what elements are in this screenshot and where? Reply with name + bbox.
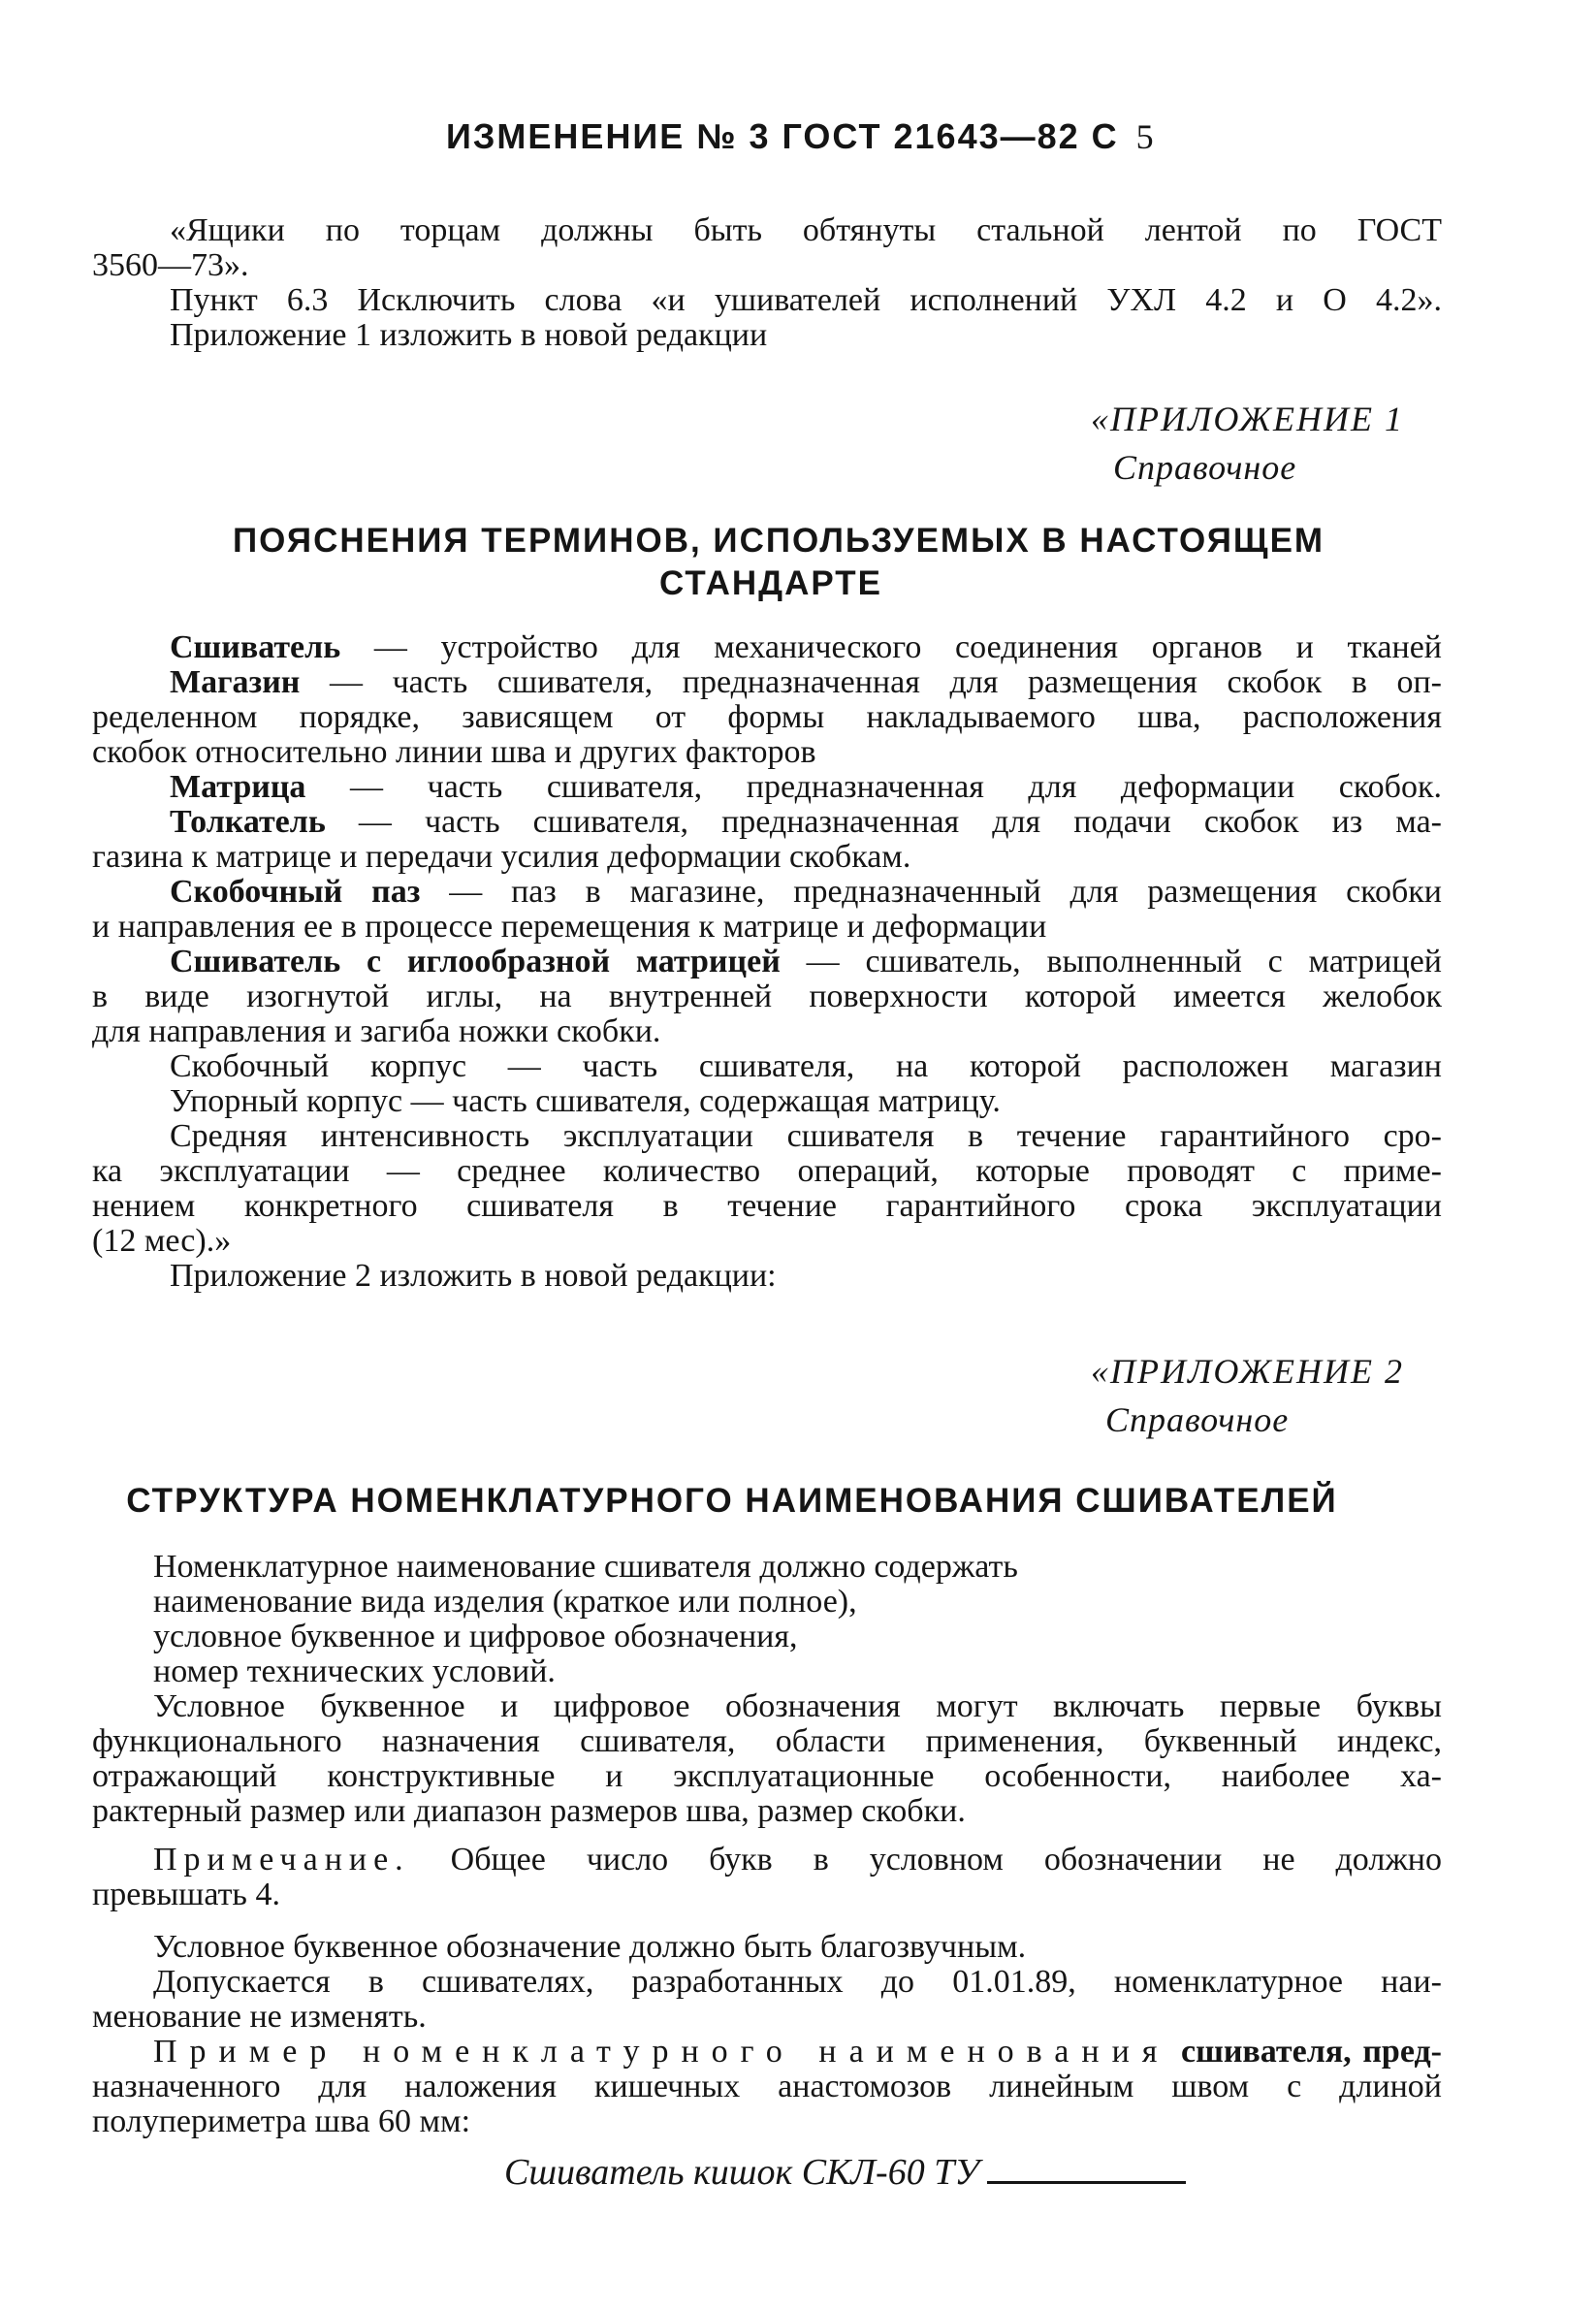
term-name: Скобочный паз	[170, 874, 421, 910]
term-definition: — паз в магазине, предназначенный для размещения скобки	[420, 874, 1442, 910]
intro-line-4: Приложение 1 изложить в новой редакции	[170, 317, 768, 353]
appendix-2-intro: Приложение 2 изложить в новой редакции:	[170, 1258, 777, 1294]
structure-line-1: Номенклатурное наименование сшивателя должно содержать	[153, 1549, 1018, 1585]
structure-paragraph-line-2: функционального назначения сшивателя, области применения, буквенный индекс,	[92, 1723, 1442, 1759]
example-designation-text: Сшиватель кишок СКЛ-60 ТУ	[504, 2152, 979, 2193]
term-matrix	[170, 770, 1442, 805]
term-definition: — часть сшивателя, предназначенная для подачи скобок из ма-	[325, 804, 1442, 840]
term-intensity-line-2: ка эксплуатации — среднее количество операций, которые проводят с приме-	[92, 1153, 1442, 1189]
intro-line-3: Пункт 6.3 Исключить слова «и ушивателей исполнений УХЛ 4.2 и О 4.2».	[170, 282, 1442, 318]
structure-line-4: номер технических условий.	[153, 1653, 556, 1689]
euphony-paragraph: Условное буквенное обозначение должно быть благозвучным.	[153, 1929, 1027, 1965]
example-text: сшивателя, пред-	[1169, 2034, 1442, 2070]
page-header	[446, 116, 1156, 157]
section-1-title-line-1: ПОЯСНЕНИЯ ТЕРМИНОВ, ИСПОЛЬЗУЕМЫХ В НАСТОЯЩЕМ	[233, 522, 1325, 560]
permission-line-2: менование не изменять.	[92, 1999, 427, 2035]
term-staple-groove	[170, 875, 1442, 910]
term-staple-body: Скобочный корпус — часть сшивателя, на которой расположен магазин	[170, 1048, 1442, 1084]
term-stapler	[170, 630, 1442, 665]
term-magazine-line-2: ределенном порядке, зависящем от формы накладываемого шва, расположения	[92, 699, 1442, 735]
structure-paragraph-line-1: Условное буквенное и цифровое обозначения могут включать первые буквы	[153, 1688, 1442, 1724]
term-definition: — часть сшивателя, предназначенная для размещения скобок в оп-	[300, 664, 1442, 700]
term-name: Толкатель	[170, 804, 326, 840]
example-intro-line-2: назначенного для наложения кишечных анастомозов линейным швом с длиной	[92, 2069, 1442, 2104]
term-needle-stapler-line-3: для направления и загиба ножки скобки.	[92, 1013, 661, 1049]
intro-line-2: 3560—73».	[92, 247, 249, 283]
term-intensity-line-1: Средняя интенсивность эксплуатации сшивателя в течение гарантийного сро-	[170, 1118, 1442, 1154]
term-intensity-line-3: нением конкретного сшивателя в течение гарантийного срока эксплуатации	[92, 1188, 1442, 1224]
section-1-title-line-2: СТАНДАРТЕ	[659, 564, 882, 602]
header-title: ИЗМЕНЕНИЕ № 3 ГОСТ 21643—82 С	[446, 116, 1119, 156]
term-intensity-line-4: (12 мес).»	[92, 1223, 232, 1259]
term-staple-groove-line-2: и направления ее в процессе перемещения к матрице и деформации	[92, 909, 1047, 945]
page-number: 5	[1135, 117, 1156, 156]
section-2-title: СТРУКТУРА НОМЕНКЛАТУРНОГО НАИМЕНОВАНИЯ СШИВАТЕЛЕЙ	[126, 1482, 1338, 1520]
term-needle-stapler	[170, 945, 1442, 979]
note-label: Примечание.	[153, 1842, 410, 1878]
term-definition: — сшиватель, выполненный с матрицей	[780, 944, 1442, 979]
term-definition: — часть сшивателя, предназначенная для деформации скобок.	[305, 769, 1442, 805]
term-name: Матрица	[170, 769, 306, 805]
note	[153, 1843, 1442, 1878]
term-definition: — устройство для механического соединения органов и тканей	[340, 629, 1442, 665]
structure-paragraph-line-3: отражающий конструктивные и эксплуатационные особенности, наиболее ха-	[92, 1758, 1442, 1794]
appendix-2-label: «ПРИЛОЖЕНИЕ 2	[1091, 1352, 1404, 1391]
structure-line-2: наименование вида изделия (краткое или полное),	[153, 1584, 857, 1620]
example-intro	[153, 2035, 1442, 2070]
term-name: Сшиватель	[170, 629, 341, 665]
appendix-2-subtitle: Справочное	[1105, 1400, 1290, 1439]
example-designation	[504, 2151, 1186, 2194]
appendix-1-label: «ПРИЛОЖЕНИЕ 1	[1091, 400, 1404, 438]
structure-line-3: условное буквенное и цифровое обозначения,	[153, 1619, 798, 1654]
term-magazine-line-3: скобок относительно линии шва и других факторов	[92, 734, 816, 770]
example-label: Пример номенклатурного наименования	[153, 2034, 1170, 2070]
term-stop-body: Упорный корпус — часть сшивателя, содержащая матрицу.	[170, 1083, 1001, 1119]
appendix-1-subtitle: Справочное	[1113, 448, 1297, 487]
structure-paragraph-line-4: рактерный размер или диапазон размеров шва, размер скобки.	[92, 1793, 966, 1829]
term-needle-stapler-line-2: в виде изогнутой иглы, на внутренней поверхности которой имеется желобок	[92, 979, 1442, 1014]
note-text: Общее число букв в условном обозначении не должно	[409, 1842, 1442, 1878]
term-magazine	[170, 665, 1442, 700]
permission-line-1: Допускается в сшивателях, разработанных до 01.01.89, номенклатурное наи-	[153, 1964, 1442, 2000]
blank-underline	[987, 2154, 1186, 2184]
term-name: Магазин	[170, 664, 301, 700]
term-pusher-line-2: газина к матрице и передачи усилия деформации скобкам.	[92, 839, 911, 875]
example-intro-line-3: полупериметра шва 60 мм:	[92, 2103, 471, 2139]
note-line-2: превышать 4.	[92, 1877, 280, 1912]
term-name: Сшиватель с иглообразной матрицей	[170, 944, 781, 979]
term-pusher	[170, 805, 1442, 840]
intro-line-1: «Ящики по торцам должны быть обтянуты стальной лентой по ГОСТ	[170, 212, 1442, 248]
